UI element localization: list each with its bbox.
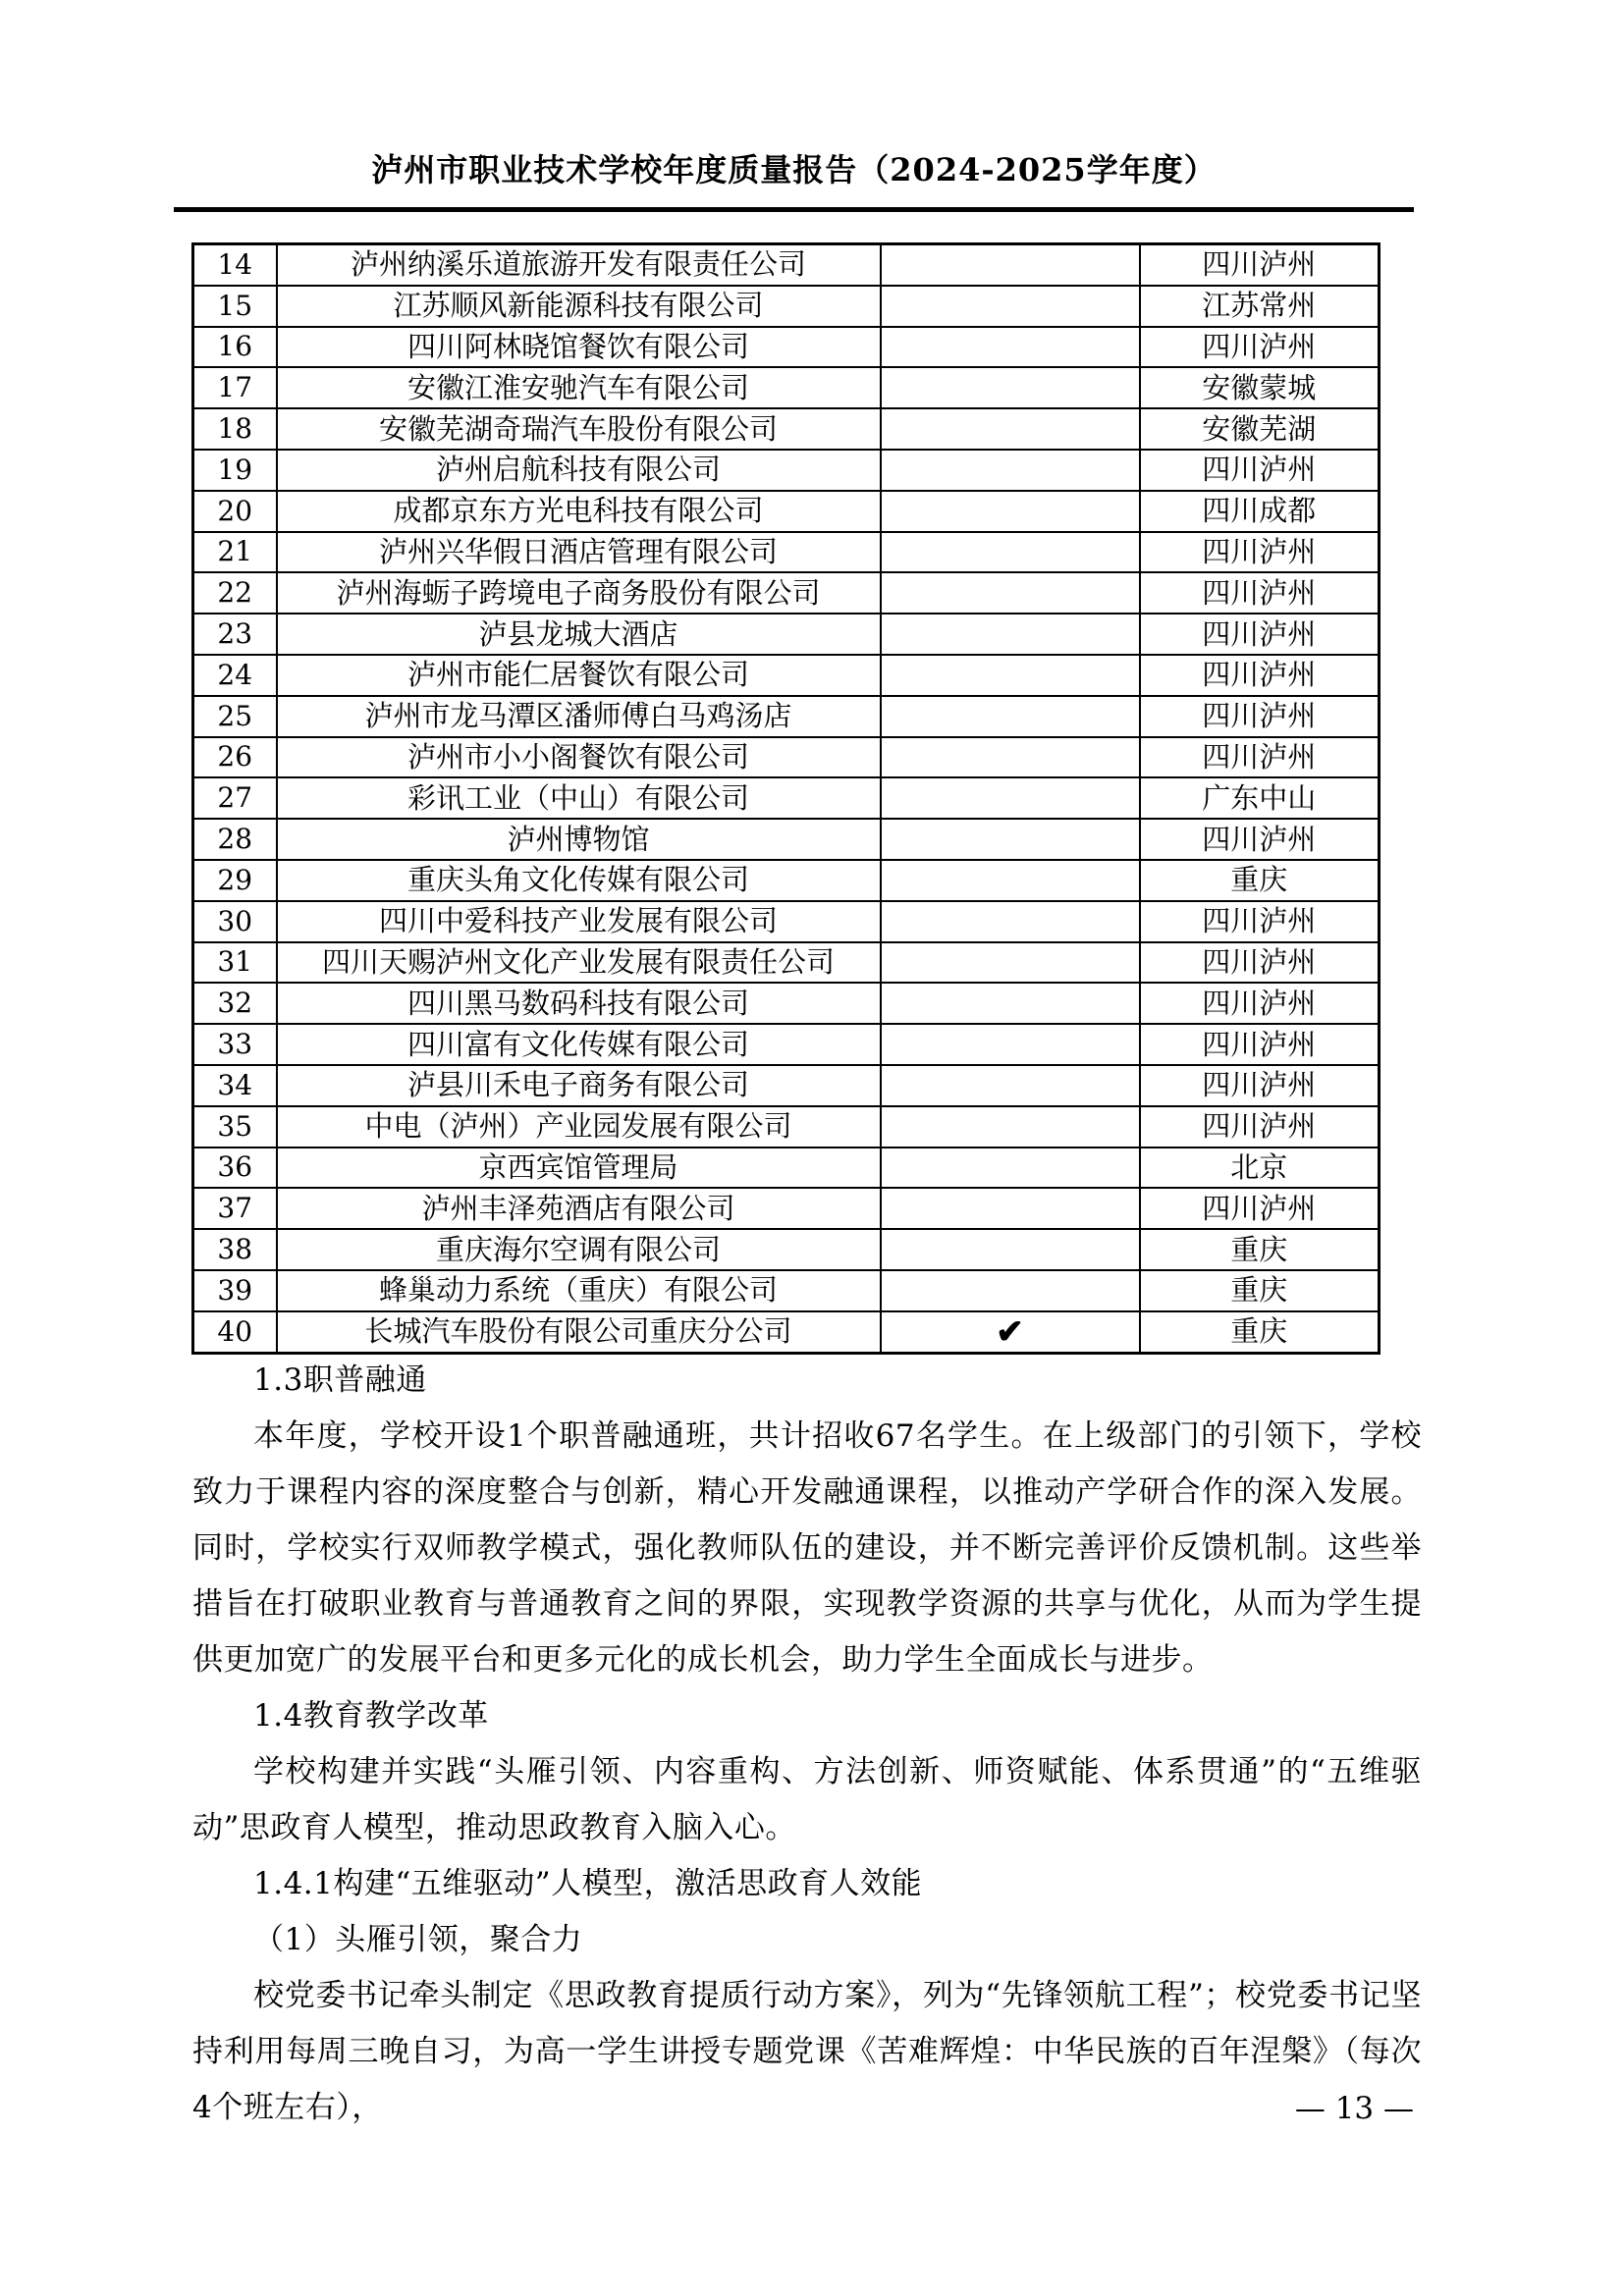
location-cell: 四川泸州 (1140, 1106, 1380, 1148)
checkmark-cell: ✔ (881, 1311, 1140, 1353)
checkmark-cell (881, 777, 1140, 819)
company-name-cell: 成都京东方光电科技有限公司 (277, 491, 881, 532)
location-cell: 四川泸州 (1140, 450, 1380, 491)
row-number-cell: 24 (193, 655, 277, 696)
location-cell: 四川泸州 (1140, 696, 1380, 737)
row-number-cell: 21 (193, 532, 277, 573)
table-row (193, 572, 1380, 614)
company-name-cell: 安徽芜湖奇瑞汽车股份有限公司 (277, 408, 881, 450)
location-cell: 重庆 (1140, 1270, 1380, 1311)
checkmark-cell (881, 1270, 1140, 1311)
table-row (193, 1065, 1380, 1106)
company-name-cell: 蜂巢动力系统（重庆）有限公司 (277, 1270, 881, 1311)
checkmark-cell (881, 819, 1140, 860)
company-name-cell: 泸州博物馆 (277, 819, 881, 860)
table-row (193, 983, 1380, 1024)
checkmark-cell (881, 942, 1140, 984)
section-1-4-1-heading: 1.4.1构建“五维驱动”人模型，激活思政育人效能 (253, 1866, 923, 1901)
company-name-cell: 重庆头角文化传媒有限公司 (277, 860, 881, 901)
location-cell: 四川泸州 (1140, 1188, 1380, 1229)
row-number-cell: 28 (193, 819, 277, 860)
checkmark-cell (881, 244, 1140, 286)
table-row (193, 860, 1380, 901)
table-body (193, 244, 1380, 1354)
company-name-cell: 泸州海蛎子跨境电子商务股份有限公司 (277, 572, 881, 614)
location-cell: 广东中山 (1140, 777, 1380, 819)
location-cell: 安徽芜湖 (1140, 408, 1380, 450)
checkmark-cell (881, 1229, 1140, 1270)
row-number-cell: 34 (193, 1065, 277, 1106)
checkmark-cell (881, 1188, 1140, 1229)
row-number-cell: 38 (193, 1229, 277, 1270)
table-row (193, 942, 1380, 984)
company-name-cell: 四川天赐泸州文化产业发展有限责任公司 (277, 942, 881, 984)
row-number-cell: 25 (193, 696, 277, 737)
table-row (193, 408, 1380, 450)
location-cell: 四川泸州 (1140, 1065, 1380, 1106)
location-cell: 四川泸州 (1140, 532, 1380, 573)
location-cell: 四川成都 (1140, 491, 1380, 532)
table-row (193, 327, 1380, 368)
checkmark-cell (881, 491, 1140, 532)
row-number-cell: 35 (193, 1106, 277, 1148)
cooperating-companies-table (191, 242, 1380, 1355)
checkmark-cell (881, 286, 1140, 327)
table-row (193, 1106, 1380, 1148)
company-name-cell: 江苏顺风新能源科技有限公司 (277, 286, 881, 327)
checkmark-cell (881, 860, 1140, 901)
header-divider (174, 207, 1414, 212)
location-cell: 四川泸州 (1140, 327, 1380, 368)
checkmark-cell (881, 408, 1140, 450)
location-cell: 安徽蒙城 (1140, 367, 1380, 408)
company-name-cell: 泸县川禾电子商务有限公司 (277, 1065, 881, 1106)
page-number: — 13 — (1294, 2091, 1414, 2126)
table-row (193, 367, 1380, 408)
section-1-4-1-paragraph: 校党委书记牵头制定《思政教育提质行动方案》，列为“先锋领航工程”；校党委书记坚持利用每周三晚自习，为高一学生讲授专题党课《苦难辉煌：中华民族的百年涅槃》（每次4个班左右）， (192, 1978, 1422, 2125)
location-cell: 四川泸州 (1140, 572, 1380, 614)
location-cell: 江苏常州 (1140, 286, 1380, 327)
checkmark-cell (881, 450, 1140, 491)
section-1-4-1-subheading: （1）头雁引领，聚合力 (253, 1922, 583, 1957)
table-row (193, 1024, 1380, 1065)
company-name-cell: 彩讯工业（中山）有限公司 (277, 777, 881, 819)
checkmark-cell (881, 696, 1140, 737)
row-number-cell: 29 (193, 860, 277, 901)
row-number-cell: 26 (193, 737, 277, 778)
location-cell: 重庆 (1140, 860, 1380, 901)
company-name-cell: 泸县龙城大酒店 (277, 614, 881, 655)
table-row (193, 450, 1380, 491)
row-number-cell: 33 (193, 1024, 277, 1065)
body-text (192, 1353, 1422, 2136)
location-cell: 四川泸州 (1140, 819, 1380, 860)
row-number-cell: 22 (193, 572, 277, 614)
company-name-cell: 长城汽车股份有限公司重庆分公司 (277, 1311, 881, 1353)
table-row (193, 777, 1380, 819)
checkmark-cell (881, 532, 1140, 573)
company-name-cell: 泸州丰泽苑酒店有限公司 (277, 1188, 881, 1229)
location-cell: 四川泸州 (1140, 655, 1380, 696)
section-1-4-heading: 1.4教育教学改革 (253, 1698, 489, 1734)
row-number-cell: 18 (193, 408, 277, 450)
table-row (193, 737, 1380, 778)
company-name-cell: 四川阿林晓馆餐饮有限公司 (277, 327, 881, 368)
company-name-cell: 四川中爱科技产业发展有限公司 (277, 901, 881, 942)
company-name-cell: 泸州启航科技有限公司 (277, 450, 881, 491)
checkmark-cell (881, 1148, 1140, 1189)
location-cell: 重庆 (1140, 1229, 1380, 1270)
section-1-4-paragraph: 学校构建并实践“头雁引领、内容重构、方法创新、师资赋能、体系贯通”的“五维驱动”思政育人模型，推动思政教育入脑入心。 (192, 1754, 1422, 1845)
row-number-cell: 23 (193, 614, 277, 655)
checkmark-cell (881, 327, 1140, 368)
company-name-cell: 泸州市龙马潭区潘师傅白马鸡汤店 (277, 696, 881, 737)
checkmark-cell (881, 614, 1140, 655)
table-row (193, 819, 1380, 860)
company-name-cell: 泸州市小小阁餐饮有限公司 (277, 737, 881, 778)
page-title: 泸州市职业技术学校年度质量报告（2024-2025学年度） (371, 151, 1217, 188)
location-cell: 四川泸州 (1140, 901, 1380, 942)
row-number-cell: 32 (193, 983, 277, 1024)
checkmark-cell (881, 1106, 1140, 1148)
location-cell: 四川泸州 (1140, 983, 1380, 1024)
checkmark-cell (881, 367, 1140, 408)
table-row (193, 532, 1380, 573)
company-name-cell: 泸州兴华假日酒店管理有限公司 (277, 532, 881, 573)
company-name-cell: 泸州市能仁居餐饮有限公司 (277, 655, 881, 696)
table-row (193, 244, 1380, 286)
row-number-cell: 27 (193, 777, 277, 819)
section-1-3-heading: 1.3职普融通 (253, 1362, 427, 1398)
checkmark-cell (881, 737, 1140, 778)
checkmark-cell (881, 901, 1140, 942)
row-number-cell: 37 (193, 1188, 277, 1229)
company-name-cell: 重庆海尔空调有限公司 (277, 1229, 881, 1270)
location-cell: 四川泸州 (1140, 1024, 1380, 1065)
row-number-cell: 30 (193, 901, 277, 942)
company-name-cell: 四川黑马数码科技有限公司 (277, 983, 881, 1024)
row-number-cell: 15 (193, 286, 277, 327)
location-cell: 四川泸州 (1140, 244, 1380, 286)
section-1-3-paragraph: 本年度，学校开设1个职普融通班，共计招收67名学生。在上级部门的引领下，学校致力于课程内容的深度整合与创新，精心开发融通课程，以推动产学研合作的深入发展。同时，学校实行双师教学模式，强化教师队伍的建设，并不断完善评价反馈机制。这些举措旨在打破职业教育与普通教育之间的界限，实现教学资源的共享与优化，从而为学生提供更加宽广的发展平台和更多元化的成长机会，助力学生全面成长与进步。 (192, 1418, 1422, 1678)
location-cell: 四川泸州 (1140, 614, 1380, 655)
table-row (193, 1188, 1380, 1229)
company-name-cell: 京西宾馆管理局 (277, 1148, 881, 1189)
row-number-cell: 31 (193, 942, 277, 984)
table-row (193, 655, 1380, 696)
table-row (193, 696, 1380, 737)
location-cell: 四川泸州 (1140, 737, 1380, 778)
row-number-cell: 17 (193, 367, 277, 408)
location-cell: 北京 (1140, 1148, 1380, 1189)
table-row (193, 1270, 1380, 1311)
table-row (193, 1148, 1380, 1189)
checkmark-cell (881, 572, 1140, 614)
table-row (193, 901, 1380, 942)
checkmark-cell (881, 655, 1140, 696)
company-name-cell: 四川富有文化传媒有限公司 (277, 1024, 881, 1065)
row-number-cell: 36 (193, 1148, 277, 1189)
row-number-cell: 14 (193, 244, 277, 286)
table-row (193, 1229, 1380, 1270)
company-name-cell: 泸州纳溪乐道旅游开发有限责任公司 (277, 244, 881, 286)
row-number-cell: 19 (193, 450, 277, 491)
row-number-cell: 40 (193, 1311, 277, 1353)
company-name-cell: 中电（泸州）产业园发展有限公司 (277, 1106, 881, 1148)
company-name-cell: 安徽江淮安驰汽车有限公司 (277, 367, 881, 408)
table-row (193, 1311, 1380, 1353)
table-row (193, 286, 1380, 327)
table-row (193, 614, 1380, 655)
row-number-cell: 20 (193, 491, 277, 532)
checkmark-cell (881, 983, 1140, 1024)
table-row (193, 491, 1380, 532)
row-number-cell: 16 (193, 327, 277, 368)
row-number-cell: 39 (193, 1270, 277, 1311)
checkmark-cell (881, 1024, 1140, 1065)
checkmark-cell (881, 1065, 1140, 1106)
location-cell: 四川泸州 (1140, 942, 1380, 984)
location-cell: 重庆 (1140, 1311, 1380, 1353)
